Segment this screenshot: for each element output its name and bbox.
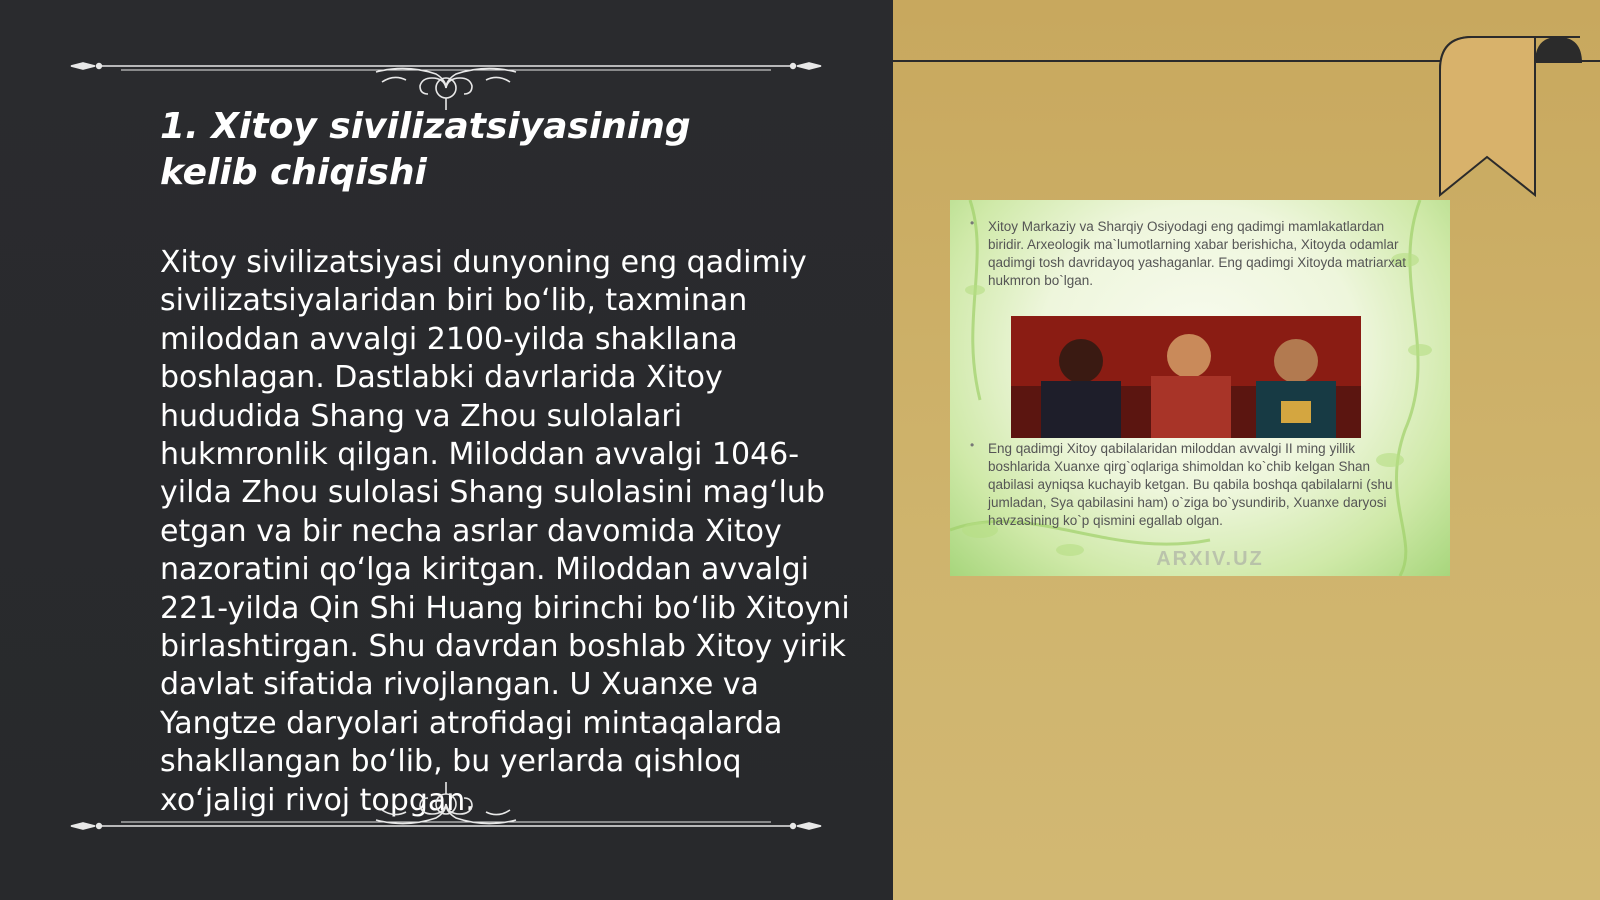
thumbnail-paragraph-2: Eng qadimgi Xitoy qabilalaridan miloddan avvalgi II ming yillik boshlarida Xuanxe qirg`oqlariga shimoldan ko`chib kelgan Shan qabilasi ayniqsa kuchayib ketgan. Bu qabila boshqa qabilalarni (shu jumladan, Sya qabilasini ham) o`ziga bo`ysundirib, Xuanxe daryosi havzasining ko`p qismini egallab olgan. [988,441,1393,528]
thumbnail-watermark: ARXIV.UZ [1156,548,1264,570]
thumbnail-photo [1011,316,1361,438]
bookmark-ribbon-icon [1430,35,1600,200]
ornament-flourish-icon [66,50,826,110]
bullet-icon: • [970,438,975,452]
slide-title: 1. Xitoy sivilizatsiyasining kelib chiqishi [160,106,691,193]
slide-body-text: Xitoy sivilizatsiyasi dunyoning eng qadimiy sivilizatsiyalaridan biri bo‘lib, taxminan miloddan avvalgi 2100-yilda shakllana boshlagan. Dastlabki davrlarida Xitoy hududida Shang va Zhou sulolalari hukmronlik qilgan. Miloddan avvalgi 1046-yilda Zhou sulolasi Shang sulolasini mag‘lub etgan va bir necha asrlar davomida Xitoy nazoratini qo‘lga kiritgan. Miloddan avvalgi 221-yilda Qin Shi Huang birinchi bo‘lib Xitoyni birlashtirgan. Shu davrdan boshlab Xitoy yirik davlat sifatida rivojlangan. U Xuanxe va Yangtze daryolari atrofidagi mintaqalarda shakllangan bo‘lib, bu yerlarda qishloq xo‘jaligi rivoj topgan. [160,245,850,818]
bullet-icon: • [970,216,975,230]
ornament-flourish-icon [66,782,826,842]
slide-thumbnail-image [950,200,1450,576]
thumbnail-paragraph-1: Xitoy Markaziy va Sharqiy Osiyodagi eng qadimgi mamlakatlardan biridir. Arxeologik ma`lumotlarning xabar berishicha, Xitoyda odamlar qadimgi tosh davridayoq yashaganlar. Eng qadimgi Xitoyda matriarxat hukmron bo`lgan. [988,219,1406,288]
